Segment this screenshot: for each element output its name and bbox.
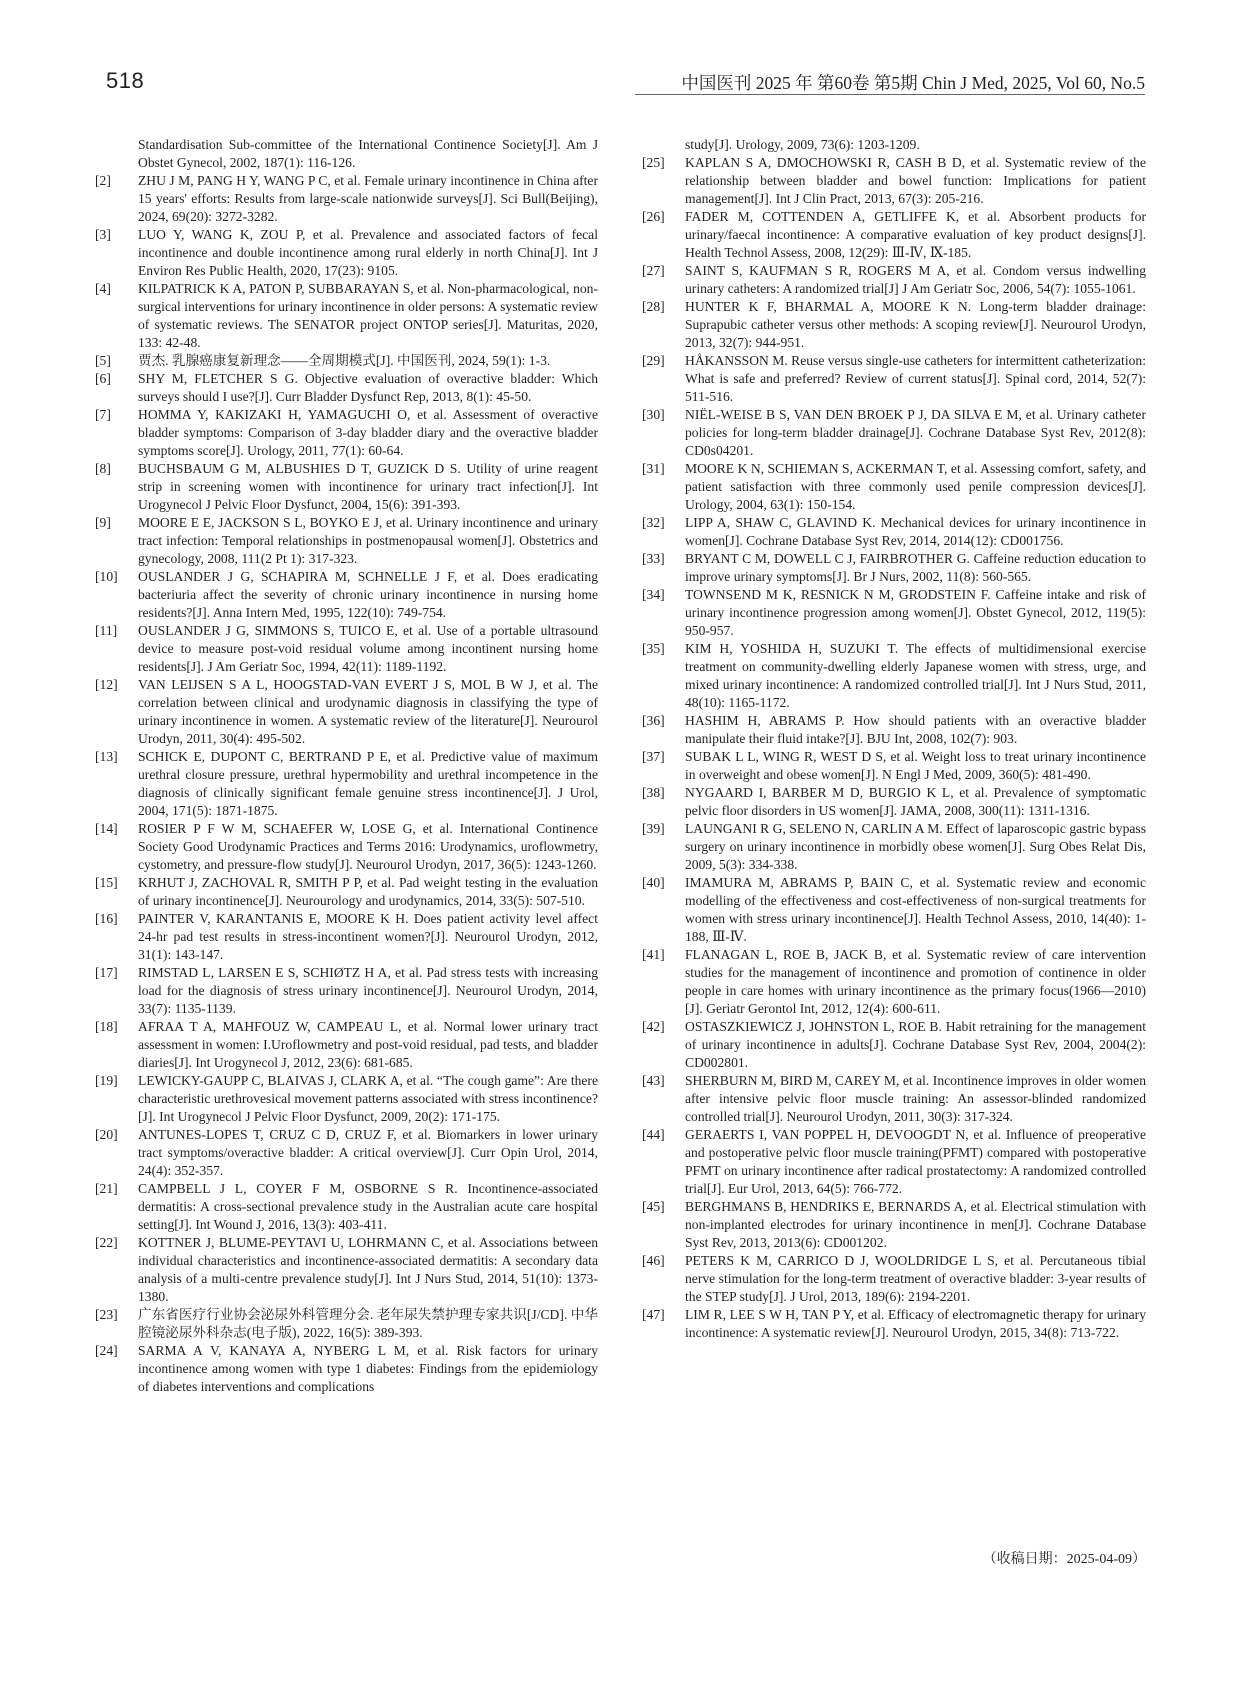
- reference-item: [642, 406, 1146, 460]
- reference-number: [37]: [642, 749, 665, 764]
- reference-item: [95, 172, 598, 226]
- reference-text: LIPP A, SHAW C, GLAVIND K. Mechanical devices for urinary incontinence in women[J]. Cochrane Database Syst Rev, 2014, 2014(12): CD001756.: [685, 515, 1146, 548]
- reference-item: [642, 208, 1146, 262]
- reference-number: [20]: [95, 1127, 118, 1142]
- reference-text: OUSLANDER J G, SIMMONS S, TUICO E, et al. Use of a portable ultrasound device to measure post-void residual volume among incontinent nursing home residents[J]. J Am Geriatr Soc, 1994, 42(11): 1189-1192.: [138, 623, 598, 674]
- reference-item: [95, 1342, 598, 1396]
- reference-number: [23]: [95, 1307, 118, 1322]
- reference-item: [95, 370, 598, 406]
- reference-text: study[J]. Urology, 2009, 73(6): 1203-1209.: [685, 137, 920, 152]
- reference-number: [8]: [95, 461, 111, 476]
- reference-text: FADER M, COTTENDEN A, GETLIFFE K, et al. Absorbent products for urinary/faecal incontinence: A comparative evaluation of key product designs[J]. Health Technol Assess, 2008, 12(29): Ⅲ-Ⅳ, Ⅸ-185.: [685, 209, 1146, 260]
- reference-number: [35]: [642, 641, 665, 656]
- reference-number: [41]: [642, 947, 665, 962]
- reference-number: [44]: [642, 1127, 665, 1142]
- reference-item: [95, 514, 598, 568]
- reference-number: [10]: [95, 569, 118, 584]
- reference-text: RIMSTAD L, LARSEN E S, SCHIØTZ H A, et al. Pad stress tests with increasing load for the diagnosis of stress urinary incontinence[J]. Neurourol Urodyn, 2014, 33(7): 1135-1139.: [138, 965, 598, 1016]
- reference-item: [95, 622, 598, 676]
- reference-item: [642, 262, 1146, 298]
- reference-item: [95, 748, 598, 820]
- reference-text: Standardisation Sub-committee of the International Continence Society[J]. Am J Obstet Gynecol, 2002, 187(1): 116-126.: [138, 137, 598, 170]
- reference-text: BRYANT C M, DOWELL C J, FAIRBROTHER G. Caffeine reduction education to improve urinary symptoms[J]. Br J Nurs, 2002, 11(8): 560-565.: [685, 551, 1146, 584]
- reference-text: KOTTNER J, BLUME-PEYTAVI U, LOHRMANN C, et al. Associations between individual characteristics and incontinence-associated dermatitis: A secondary data analysis of a multi-centre prevalence study[J]. Int J Nurs Stud, 2014, 51(10): 1373-1380.: [138, 1235, 598, 1304]
- reference-text: SHERBURN M, BIRD M, CAREY M, et al. Incontinence improves in older women after intensive pelvic floor muscle training: An assessor-blinded randomized controlled trial[J]. Neurourol Urodyn, 2011, 30(3): 317-324.: [685, 1073, 1146, 1124]
- page-number: 518: [106, 68, 145, 93]
- reference-text: ZHU J M, PANG H Y, WANG P C, et al. Female urinary incontinence in China after 15 years' efforts: Results from large-scale nationwide surveys[J]. Sci Bull(Beijing), 2024, 69(20): 3272-3282.: [138, 173, 598, 224]
- reference-text: MOORE K N, SCHIEMAN S, ACKERMAN T, et al. Assessing comfort, safety, and patient satisfaction with three commonly used penile compression devices[J]. Urology, 2004, 63(1): 150-154.: [685, 461, 1146, 512]
- reference-text: LEWICKY-GAUPP C, BLAIVAS J, CLARK A, et al. “The cough game”: Are there characteristic urethrovesical movement patterns associated with stress incontinence?[J]. Int Urogynecol J Pelvic Floor Dysfunct, 2009, 20(2): 171-175.: [138, 1073, 598, 1124]
- reference-item: [642, 1126, 1146, 1198]
- reference-number: [6]: [95, 371, 111, 386]
- reference-item: [642, 640, 1146, 712]
- running-head: 中国医刊 2025 年 第60卷 第5期 Chin J Med, 2025, Vol 60, No.5: [681, 73, 1145, 93]
- reference-number: [27]: [642, 263, 665, 278]
- reference-text: LAUNGANI R G, SELENO N, CARLIN A M. Effect of laparoscopic gastric bypass surgery on urinary incontinence in morbidly obese women[J]. Surg Obes Relat Dis, 2009, 5(3): 334-338.: [685, 821, 1146, 872]
- reference-text: HUNTER K F, BHARMAL A, MOORE K N. Long-term bladder drainage: Suprapubic catheter versus other methods: A scoping review[J]. Neurourol Urodyn, 2013, 32(7): 944-951.: [685, 299, 1146, 350]
- reference-number: [45]: [642, 1199, 665, 1214]
- reference-number: [47]: [642, 1307, 665, 1322]
- reference-number: [7]: [95, 407, 111, 422]
- reference-item: [642, 154, 1146, 208]
- reference-text: BUCHSBAUM G M, ALBUSHIES D T, GUZICK D S. Utility of urine reagent strip in screening women with incontinence for urinary tract infection[J]. Int Urogynecol J Pelvic Floor Dysfunct, 2004, 15(6): 391-393.: [138, 461, 598, 512]
- reference-number: [42]: [642, 1019, 665, 1034]
- reference-number: [2]: [95, 173, 111, 188]
- reference-item: [642, 514, 1146, 550]
- reference-text: KILPATRICK K A, PATON P, SUBBARAYAN S, et al. Non-pharmacological, non-surgical interventions for urinary incontinence in older persons: A systematic review of systematic reviews. The SENATOR project ONTOP series[J]. Maturitas, 2020, 133: 42-48.: [138, 281, 598, 350]
- reference-number: [25]: [642, 155, 665, 170]
- reference-text: ROSIER P F W M, SCHAEFER W, LOSE G, et al. International Continence Society Good Urodynamic Practices and Terms 2016: Urodynamics, uroflowmetry, cystometry, and pressure-flow study[J]. Neurourol Urodyn, 2017, 36(5): 1243-1260.: [138, 821, 598, 872]
- reference-text: SUBAK L L, WING R, WEST D S, et al. Weight loss to treat urinary incontinence in overweight and obese women[J]. N Engl J Med, 2009, 360(5): 481-490.: [685, 749, 1146, 782]
- reference-item: [642, 946, 1146, 1018]
- reference-text: SARMA A V, KANAYA A, NYBERG L M, et al. Risk factors for urinary incontinence among women with type 1 diabetes: Findings from the epidemiology of diabetes interventions and complications: [138, 1343, 598, 1394]
- reference-number: [36]: [642, 713, 665, 728]
- reference-item: [642, 298, 1146, 352]
- reference-item: [95, 1072, 598, 1126]
- reference-number: [39]: [642, 821, 665, 836]
- reference-item: [642, 550, 1146, 586]
- reference-text: KRHUT J, ZACHOVAL R, SMITH P P, et al. Pad weight testing in the evaluation of urinary incontinence[J]. Neurourology and urodynamics, 2014, 33(5): 507-510.: [138, 875, 598, 908]
- reference-number: [14]: [95, 821, 118, 836]
- reference-continuation: [642, 136, 1146, 154]
- reference-item: [95, 874, 598, 910]
- reference-item: [95, 910, 598, 964]
- reference-text: PETERS K M, CARRICO D J, WOOLDRIDGE L S, et al. Percutaneous tibial nerve stimulation for the long-term treatment of overactive bladder: 3-year results of the STEP study[J]. J Urol, 2013, 189(6): 2194-2201.: [685, 1253, 1146, 1304]
- reference-number: [38]: [642, 785, 665, 800]
- reference-number: [18]: [95, 1019, 118, 1034]
- reference-item: [95, 568, 598, 622]
- reference-item: [95, 964, 598, 1018]
- reference-item: [95, 280, 598, 352]
- header-rule: [635, 94, 1145, 95]
- reference-number: [30]: [642, 407, 665, 422]
- reference-text: CAMPBELL J L, COYER F M, OSBORNE S R. Incontinence-associated dermatitis: A cross-sectional prevalence study in the Australian acute care hospital setting[J]. Int Wound J, 2016, 13(3): 403-411.: [138, 1181, 598, 1232]
- reference-item: [642, 1252, 1146, 1306]
- reference-item: [642, 712, 1146, 748]
- reference-text: HOMMA Y, KAKIZAKI H, YAMAGUCHI O, et al. Assessment of overactive bladder symptoms: Comparison of 3-day bladder diary and the overactive bladder symptoms score[J]. Urology, 2011, 77(1): 60-64.: [138, 407, 598, 458]
- reference-text: NYGAARD I, BARBER M D, BURGIO K L, et al. Prevalence of symptomatic pelvic floor disorders in US women[J]. JAMA, 2008, 300(11): 1311-1316.: [685, 785, 1146, 818]
- reference-item: [642, 1072, 1146, 1126]
- reference-item: [95, 1234, 598, 1306]
- reference-number: [43]: [642, 1073, 665, 1088]
- reference-number: [46]: [642, 1253, 665, 1268]
- reference-number: [5]: [95, 353, 111, 368]
- reference-text: OUSLANDER J G, SCHAPIRA M, SCHNELLE J F, et al. Does eradicating bacteriuria affect the severity of chronic urinary incontinence in nursing home residents?[J]. Anna Intern Med, 1995, 122(10): 749-754.: [138, 569, 598, 620]
- reference-item: [642, 874, 1146, 946]
- received-date: （收稿日期：2025-04-09）: [982, 1552, 1146, 1567]
- reference-number: [31]: [642, 461, 665, 476]
- reference-text: LUO Y, WANG K, ZOU P, et al. Prevalence and associated factors of fecal incontinence and double incontinence among rural elderly in north China[J]. Int J Environ Res Public Health, 2020, 17(23): 9105.: [138, 227, 598, 278]
- reference-number: [34]: [642, 587, 665, 602]
- reference-item: [642, 1018, 1146, 1072]
- reference-item: [642, 784, 1146, 820]
- reference-text: IMAMURA M, ABRAMS P, BAIN C, et al. Systematic review and economic modelling of the effectiveness and cost-effectiveness of non-surgical treatments for women with stress urinary incontinence[J]. Health Technol Assess, 2010, 14(40): 1-188, Ⅲ-Ⅳ.: [685, 875, 1146, 944]
- reference-item: [95, 1306, 598, 1342]
- reference-number: [33]: [642, 551, 665, 566]
- reference-item: [642, 1306, 1146, 1342]
- reference-text: HÅKANSSON M. Reuse versus single-use catheters for intermittent catheterization: What is safe and preferred? Review of current status[J]. Spinal cord, 2014, 52(7): 511-516.: [685, 353, 1146, 404]
- reference-item: [642, 820, 1146, 874]
- reference-text: BERGHMANS B, HENDRIKS E, BERNARDS A, et al. Electrical stimulation with non-implanted electrodes for urinary incontinence in men[J]. Cochrane Database Syst Rev, 2013, 2013(6): CD001202.: [685, 1199, 1146, 1250]
- reference-item: [642, 1198, 1146, 1252]
- reference-item: [95, 406, 598, 460]
- reference-number: [21]: [95, 1181, 118, 1196]
- reference-item: [642, 748, 1146, 784]
- reference-number: [16]: [95, 911, 118, 926]
- reference-text: 广东省医疗行业协会泌尿外科管理分会. 老年尿失禁护理专家共识[J/CD]. 中华腔镜泌尿外科杂志(电子版), 2022, 16(5): 389-393.: [138, 1307, 598, 1340]
- reference-item: [95, 1180, 598, 1234]
- reference-number: [3]: [95, 227, 111, 242]
- reference-item: [95, 1018, 598, 1072]
- reference-text: KAPLAN S A, DMOCHOWSKI R, CASH B D, et al. Systematic review of the relationship between bladder and bowel function: Implications for patient management[J]. Int J Clin Pract, 2013, 67(3): 205-216.: [685, 155, 1146, 206]
- reference-number: [29]: [642, 353, 665, 368]
- reference-item: [95, 460, 598, 514]
- reference-text: AFRAA T A, MAHFOUZ W, CAMPEAU L, et al. Normal lower urinary tract assessment in women: I.Uroflowmetry and post-void residual, pad tests, and bladder diaries[J]. Int Urogynecol J, 2012, 23(6): 681-685.: [138, 1019, 598, 1070]
- reference-number: [11]: [95, 623, 118, 638]
- reference-text: HASHIM H, ABRAMS P. How should patients with an overactive bladder manipulate their fluid intake?[J]. BJU Int, 2008, 102(7): 903.: [685, 713, 1146, 746]
- reference-text: KIM H, YOSHIDA H, SUZUKI T. The effects of multidimensional exercise treatment on community-dwelling elderly Japanese women with stress, urge, and mixed urinary incontinence: A randomized controlled trial[J]. Int J Nurs Stud, 2011, 48(10): 1165-1172.: [685, 641, 1146, 710]
- reference-item: [95, 820, 598, 874]
- reference-number: [12]: [95, 677, 118, 692]
- reference-column-right: [642, 136, 1146, 1342]
- reference-number: [24]: [95, 1343, 118, 1358]
- reference-number: [40]: [642, 875, 665, 890]
- reference-number: [28]: [642, 299, 665, 314]
- reference-number: [32]: [642, 515, 665, 530]
- reference-item: [95, 1126, 598, 1180]
- reference-text: FLANAGAN L, ROE B, JACK B, et al. Systematic review of care intervention studies for the management of incontinence and promotion of continence in older people in care homes with urinary incontinence as the primary focus(1966—2010)[J]. Geriatr Gerontol Int, 2012, 12(4): 600-611.: [685, 947, 1146, 1016]
- reference-text: NIËL-WEISE B S, VAN DEN BROEK P J, DA SILVA E M, et al. Urinary catheter policies for long-term bladder drainage[J]. Cochrane Database Syst Rev, 2012(8): CD0s04201.: [685, 407, 1146, 458]
- reference-text: SAINT S, KAUFMAN S R, ROGERS M A, et al. Condom versus indwelling urinary catheters: A randomized trial[J] J Am Geriatr Soc, 2006, 54(7): 1055-1061.: [685, 263, 1146, 296]
- reference-item: [642, 460, 1146, 514]
- reference-text: LIM R, LEE S W H, TAN P Y, et al. Efficacy of electromagnetic therapy for urinary incontinence: A systematic review[J]. Neurourol Urodyn, 2015, 34(8): 713-722.: [685, 1307, 1146, 1340]
- reference-item: [95, 226, 598, 280]
- reference-column-left: [95, 136, 598, 1396]
- reference-item: [95, 676, 598, 748]
- reference-item: [642, 352, 1146, 406]
- reference-number: [4]: [95, 281, 111, 296]
- reference-text: SCHICK E, DUPONT C, BERTRAND P E, et al. Predictive value of maximum urethral closure pressure, urethral hypermobility and urethral incompetence in the diagnosis of clinically significant female genuine stress incontinence[J]. J Urol, 2004, 171(5): 1871-1875.: [138, 749, 598, 818]
- reference-text: OSTASZKIEWICZ J, JOHNSTON L, ROE B. Habit retraining for the management of urinary incontinence in adults[J]. Cochrane Database Syst Rev, 2004, 2004(2): CD002801.: [685, 1019, 1146, 1070]
- reference-number: [15]: [95, 875, 118, 890]
- reference-text: ANTUNES-LOPES T, CRUZ C D, CRUZ F, et al. Biomarkers in lower urinary tract symptoms/overactive bladder: A critical overview[J]. Curr Opin Urol, 2014, 24(4): 352-357.: [138, 1127, 598, 1178]
- reference-text: MOORE E E, JACKSON S L, BOYKO E J, et al. Urinary incontinence and urinary tract infection: Temporal relationships in postmenopausal women[J]. Obstetrics and gynecology, 2008, 111(2 Pt 1): 317-323.: [138, 515, 598, 566]
- reference-text: PAINTER V, KARANTANIS E, MOORE K H. Does patient activity level affect 24-hr pad test results in stress-incontinent women?[J]. Neurourol Urodyn, 2012, 31(1): 143-147.: [138, 911, 598, 962]
- reference-number: [17]: [95, 965, 118, 980]
- reference-number: [13]: [95, 749, 118, 764]
- reference-text: 贾杰. 乳腺癌康复新理念——全周期模式[J]. 中国医刊, 2024, 59(1): 1-3.: [138, 353, 551, 368]
- reference-text: TOWNSEND M K, RESNICK N M, GRODSTEIN F. Caffeine intake and risk of urinary incontinence progression among women[J]. Obstet Gynecol, 2012, 119(5): 950-957.: [685, 587, 1146, 638]
- reference-item: [95, 352, 598, 370]
- reference-continuation: [95, 136, 598, 172]
- reference-text: GERAERTS I, VAN POPPEL H, DEVOOGDT N, et al. Influence of preoperative and postoperative pelvic floor muscle training(PFMT) compared with postoperative PFMT on urinary incontinence after radical prostatectomy: A randomized controlled trial[J]. Eur Urol, 2013, 64(5): 766-772.: [685, 1127, 1146, 1196]
- reference-item: [642, 586, 1146, 640]
- reference-number: [9]: [95, 515, 111, 530]
- reference-number: [26]: [642, 209, 665, 224]
- reference-text: SHY M, FLETCHER S G. Objective evaluation of overactive bladder: Which surveys should I use?[J]. Curr Bladder Dysfunct Rep, 2013, 8(1): 45-50.: [138, 371, 598, 404]
- reference-text: VAN LEIJSEN S A L, HOOGSTAD-VAN EVERT J S, MOL B W J, et al. The correlation between clinical and urodynamic diagnosis in classifying the type of urinary incontinence in women. A systematic review of the literature[J]. Neurourol Urodyn, 2011, 30(4): 495-502.: [138, 677, 598, 746]
- reference-number: [22]: [95, 1235, 118, 1250]
- reference-number: [19]: [95, 1073, 118, 1088]
